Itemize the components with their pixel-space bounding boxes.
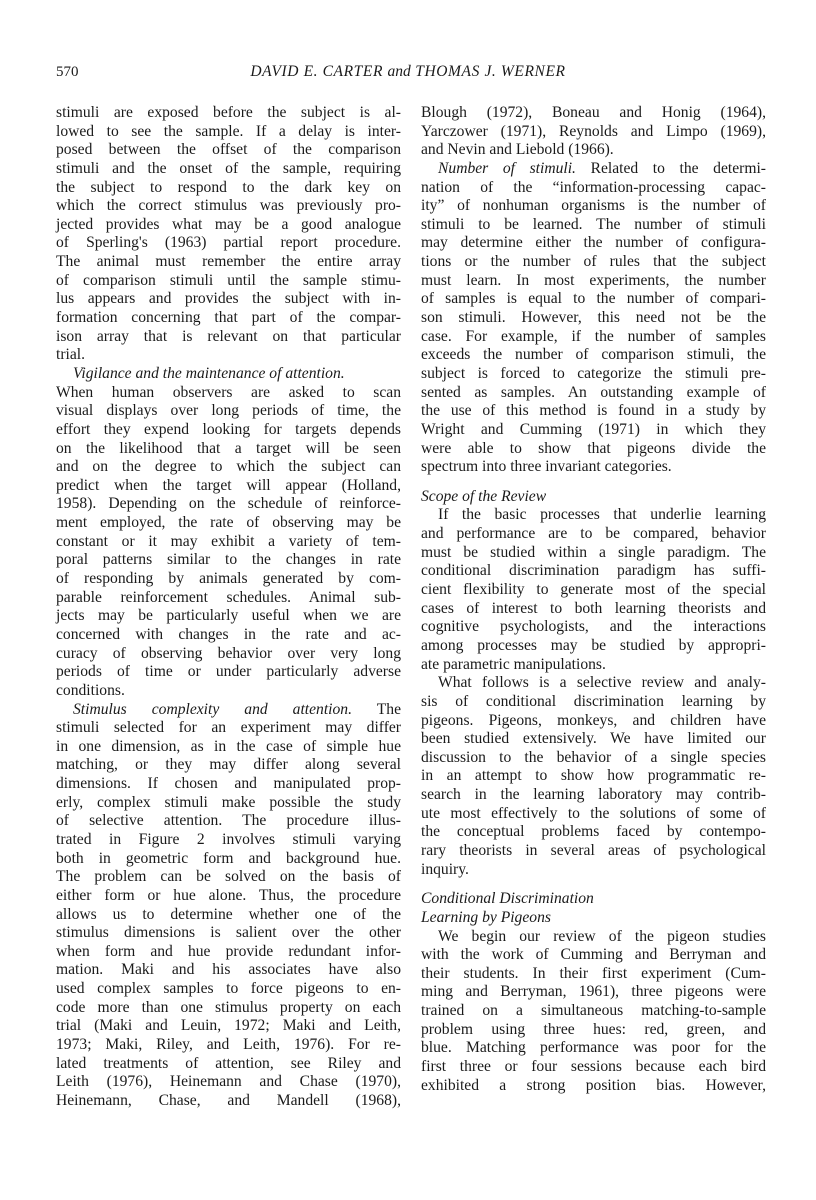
text-line: of comparison stimuli until the sample stimu- [56,271,401,289]
text-line: pigeons. Pigeons, monkeys, and children have [421,711,766,729]
text-line: mation. Maki and his associates have also [56,961,401,979]
text-line: Heinemann, Chase, and Mandell (1968), [56,1091,401,1109]
text-line: Blough (1972), Boneau and Honig (1964), [421,104,766,121]
text-line: either form or hue alone. Thus, the procedure [56,886,401,904]
section-spacer [421,477,766,488]
paragraph-what-follows [421,674,766,879]
text-line: code more than one stimulus property on each [56,998,401,1016]
text-line: must learn. In most experiments, the number [421,271,766,289]
text-line: of selective attention. The procedure illus- [56,812,401,830]
text-line: stimuli are exposed before the subject is al- [56,104,401,121]
text-line: We begin our review of the pigeon studies [438,927,766,945]
section-heading-conditional-line-2: Learning by Pigeons [421,908,551,926]
text-line: poral patterns similar to the changes in rate [56,551,401,569]
text-line: case. For example, if the number of samples [421,327,766,345]
text-line: first three or four sessions because each bird [421,1058,766,1076]
text-line: periods of time or under particularly adverse [56,663,401,681]
paragraph-pigeon-studies [421,928,766,1096]
run-in-heading-text: Vigilance and the maintenance of attention. [73,364,345,382]
text-line: sis of conditional discrimination learning by [421,692,766,710]
text-line: ate parametric manipulations. [421,655,606,673]
text-line: which the correct stimulus was previously pro- [56,197,401,215]
text-line: matching, or they may differ along several [56,756,401,774]
run-in-heading-line [56,701,401,720]
text-line: both in geometric form and background hue. [56,849,401,867]
running-head-author-1: DAVID E. CARTER [250,63,384,80]
run-in-heading-text: Stimulus complexity and attention. [73,700,353,718]
text-line: stimuli to be learned. The number of stimuli [421,215,766,233]
text-line: Leith (1976), Heinemann and Chase (1970), [56,1073,401,1091]
running-head [0,63,816,81]
text-line: on the likelihood that a target will be seen [56,439,401,457]
text-line: blue. Matching performance was poor for the [421,1039,766,1057]
text-line: Wright and Cumming (1971) in which they [421,420,766,438]
text-line: ison array that is relevant on that particular [56,327,401,345]
text-line: were able to show that pigeons divide the [421,439,766,457]
text-line: allows us to determine whether one of the [56,905,401,923]
text-line: tions or the number of rules that the subject [421,253,766,271]
run-in-heading-line [421,160,766,179]
text-line: The problem can be solved on the basis of [56,868,401,886]
paragraph-stimulus-complexity [56,701,401,1111]
section-heading-conditional-line-1: Conditional Discrimination [421,890,594,908]
text-line: cient flexibility to generate most of the special [421,581,766,599]
text-line: effort they expend looking for targets depends [56,420,401,438]
text-line: trial (Maki and Leuin, 1972; Maki and Leith, [56,1017,401,1035]
text-line: of samples is equal to the number of compari- [421,290,766,308]
text-line: cases of interest to both learning theorists and [421,599,766,617]
text-line: nation of the “information-processing capac- [421,178,766,196]
text-line: trained on a simultaneous matching-to-sample [421,1002,766,1020]
run-in-heading-text: Number of stimuli. [438,159,576,177]
text-line: lowed to see the sample. If a delay is inter- [56,122,401,140]
text-line: with the work of Cumming and Berryman and [421,946,766,964]
left-column [56,104,401,1111]
text-line: inquiry. [421,860,469,878]
section-spacer [421,879,766,890]
text-line: erly, complex stimuli make possible the study [56,793,401,811]
paragraph-vigilance [56,365,401,701]
right-column [421,104,766,1095]
text-line: jects may be particularly useful when we are [56,607,401,625]
text-line: predict when the target will appear (Holland, [56,476,401,494]
text-line: problem using three hues: red, green, and [421,1020,766,1038]
text-line: trated in Figure 2 involves stimuli varying [56,830,401,848]
text-line: and Nevin and Liebold (1966). [421,141,614,159]
text-line: of responding by animals generated by com- [56,570,401,588]
text-line: trial. [56,346,86,364]
text-line: exceeds the number of comparison stimuli, the [421,346,766,364]
text-line: subject is forced to categorize the stimuli pre- [421,364,766,382]
text-fragment: The [376,700,401,718]
text-line: concerned with changes in the rate and ac- [56,625,401,643]
text-line: lus appears and provides the subject with in- [56,290,401,308]
text-line: the subject to respond to the dark key on [56,178,401,196]
text-line: What follows is a selective review and analy- [438,674,766,692]
text-fragment: Related to the determi- [590,159,767,177]
text-line: may determine either the number of configura- [421,234,766,252]
text-line: discussion to the behavior of a single species [421,748,766,766]
text-line: sented as samples. An outstanding example of [421,383,766,401]
text-line: stimulus dimensions is salient over the other [56,924,401,942]
text-line: the conceptual problems faced by contempo- [421,823,766,841]
text-line: in one dimension, as in the case of simple hue [56,737,401,755]
text-line: ity” of nonhuman organisms is the number of [421,197,766,215]
page-number: 570 [56,64,79,80]
paragraph-scope [421,506,766,674]
section-heading-scope: Scope of the Review [421,487,547,505]
text-line: parable reinforcement schedules. Animal sub- [56,588,401,606]
text-line: ute most effectively to the solutions of some of [421,804,766,822]
text-line: jected provides what may be a good analogue [56,215,401,233]
run-in-heading [56,365,401,384]
text-line: their students. In their first experiment (Cum- [421,964,766,982]
text-line: spectrum into three invariant categories. [421,458,672,476]
text-line: curacy of observing behavior over very long [56,644,401,662]
paragraph [421,104,766,160]
text-line: conditions. [56,681,125,699]
text-line: exhibited a strong position bias. However, [421,1076,766,1094]
text-line: If the basic processes that underlie learning [438,506,766,524]
text-line: When human observers are asked to scan [56,383,401,401]
paragraph [56,104,401,365]
text-line: lated treatments of attention, see Riley and [56,1054,401,1072]
text-line: formation concerning that part of the compar- [56,309,401,327]
text-line: among processes may be studied by appropri- [421,636,766,654]
text-line: in an attempt to show how programmatic re- [421,767,766,785]
text-line: must be studied within a single paradigm. The [421,543,766,561]
text-line: of Sperling's (1963) partial report procedure. [56,234,401,252]
text-line: The animal must remember the entire array [56,253,401,271]
text-line: Yarczower (1971), Reynolds and Limpo (1969), [421,122,766,140]
text-line: been studied extensively. We have limited our [421,730,766,748]
text-line: stimuli and the onset of the sample, requiring [56,159,401,177]
running-head-and: and [387,63,411,80]
text-line: son stimuli. However, this need not be the [421,309,766,327]
text-line: 1958). Depending on the schedule of reinforce- [56,495,401,513]
text-line: the use of this method is found in a study by [421,402,766,420]
text-line: visual displays over long periods of time, the [56,402,401,420]
text-line: dimensions. If chosen and manipulated prop- [56,775,401,793]
text-line: ment employed, the rate of observing may be [56,514,401,532]
text-line: used complex samples to force pigeons to en- [56,980,401,998]
text-line: search in the learning laboratory may contrib- [421,786,766,804]
text-line: 1973; Maki, Riley, and Leith, 1976). For re- [56,1036,401,1054]
text-line: posed between the offset of the comparison [56,141,401,159]
running-head-author-2: THOMAS J. WERNER [415,63,566,80]
paragraph-number-of-stimuli [421,160,766,477]
text-line: ming and Berryman, 1961), three pigeons were [421,983,766,1001]
text-line: cognitive psychologists, and the interactions [421,618,766,636]
text-line: stimuli selected for an experiment may differ [56,719,401,737]
text-line: when form and hue provide redundant infor- [56,942,401,960]
text-line: conditional discrimination paradigm has suffi- [421,562,766,580]
text-line: and on the degree to which the subject can [56,458,401,476]
text-line: rary theorists in several areas of psychological [421,841,766,859]
text-line: and performance are to be compared, behavior [421,525,766,543]
text-line: constant or it may exhibit a variety of tem- [56,532,401,550]
